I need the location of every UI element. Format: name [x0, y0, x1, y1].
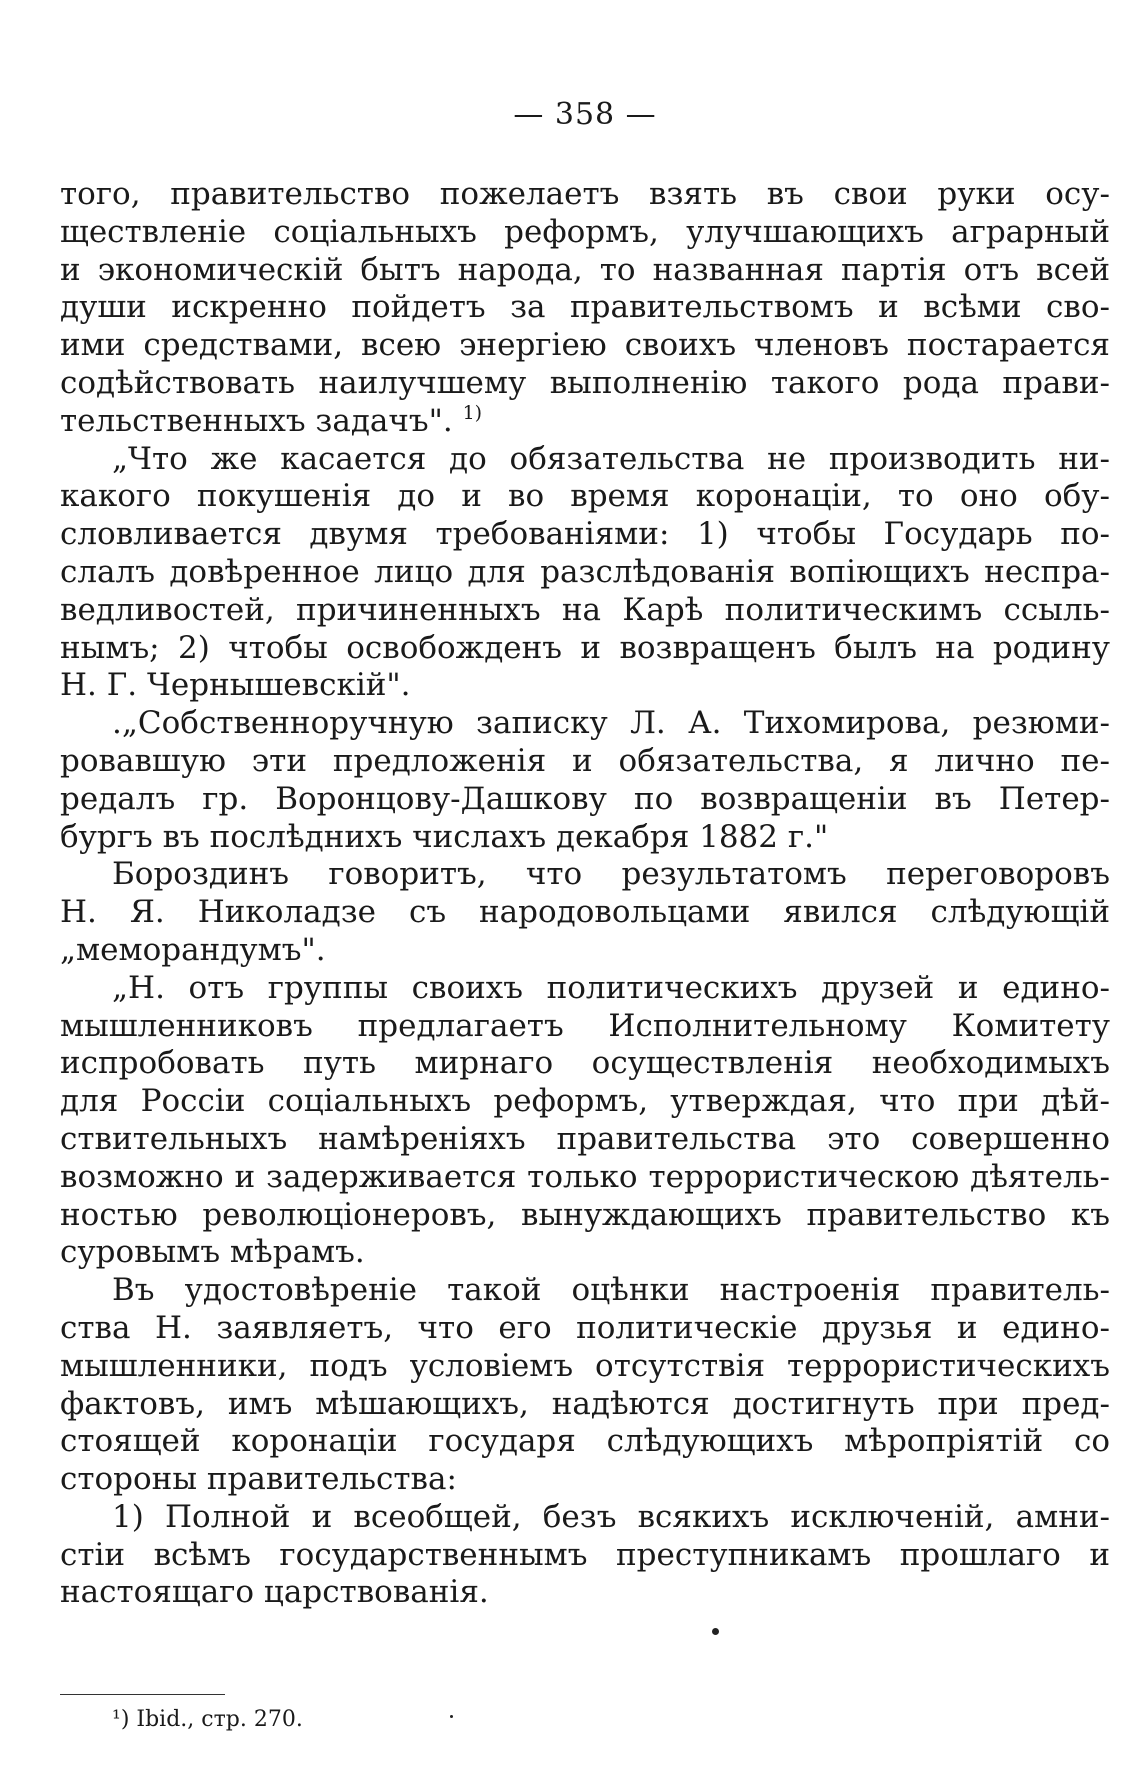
text-line: [60, 781, 1110, 819]
line-text: ства Н. заявляетъ, что его политическіе друзья и едино-: [60, 1309, 1110, 1346]
print-speck: [712, 1628, 719, 1635]
book-page: [60, 0, 1110, 1786]
line-text: испробовать путь мирнаго осуществленія необходимыхъ: [60, 1045, 1110, 1082]
text-line: [60, 592, 1110, 630]
footnote-marker: 1): [462, 402, 483, 424]
footnote: ¹) Ibid., стр. 270.: [112, 1707, 303, 1732]
line-text: „меморандумъ".: [60, 931, 326, 968]
line-text: Въ удостовѣреніе такой оцѣнки настроенія правитель-: [112, 1272, 1110, 1309]
text-line: [60, 1045, 1110, 1083]
line-text: ствительныхъ намѣреніяхъ правительства это совершенно: [60, 1120, 1110, 1157]
text-line: [60, 516, 1110, 554]
text-line: [60, 1310, 1110, 1348]
text-line: [60, 970, 1110, 1008]
line-text: слалъ довѣренное лицо для разслѣдованія вопіющихъ неспра-: [60, 553, 1110, 590]
line-text: того, правительство пожелаетъ взять въ свои руки осу-: [60, 176, 1110, 212]
line-text: ими средствами, всею энергіею своихъ членовъ постарается: [60, 327, 1110, 364]
text-line: [60, 1423, 1110, 1461]
line-text: бургъ въ послѣднихъ числахъ декабря 1882 г.": [60, 818, 829, 855]
line-text: стіи всѣмъ государственнымъ преступникамъ прошлаго и: [60, 1536, 1110, 1573]
line-text: Н. Я. Николадзе съ народовольцами явился слѣдующій: [60, 894, 1110, 931]
text-line: [60, 327, 1110, 365]
line-text: ществленіе соціальныхъ реформъ, улучшающихъ аграрный: [60, 213, 1110, 250]
line-text: фактовъ, имъ мѣшающихъ, надѣются достигнуть при пред-: [60, 1385, 1110, 1422]
line-text: возможно и задерживается только террористическою дѣятель-: [60, 1158, 1110, 1195]
line-text: тельственныхъ задачъ".: [60, 402, 463, 439]
text-line: [60, 705, 1110, 743]
line-text: „Н. отъ группы своихъ политическихъ друзей и едино-: [112, 969, 1110, 1006]
text-line: [60, 667, 1110, 705]
line-text: суровымъ мѣрамъ.: [60, 1234, 365, 1271]
line-text: стоящей коронаціи государя слѣдующихъ мѣропріятій со: [60, 1423, 1110, 1460]
body-text: [60, 176, 1110, 1612]
line-text: ностью революціонеровъ, вынуждающихъ правительство къ: [60, 1196, 1110, 1233]
text-line: [60, 554, 1110, 592]
line-text: редалъ гр. Воронцову-Дашкову по возвращеніи въ Петер-: [60, 780, 1110, 817]
text-line: [60, 1083, 1110, 1121]
line-text: ровавшую эти предложенія и обязательства, я лично пе-: [60, 742, 1110, 779]
text-line: [60, 1159, 1110, 1197]
footnote-divider: [60, 1694, 225, 1695]
text-line: [60, 819, 1110, 857]
line-text: 1) Полной и всеобщей, безъ всякихъ исключеній, амни-: [112, 1498, 1110, 1535]
line-text: мышленниковъ предлагаетъ Исполнительному Комитету: [60, 1007, 1110, 1044]
text-line: [60, 856, 1110, 894]
text-line: [60, 403, 1110, 441]
line-text: нымъ; 2) чтобы освобожденъ и возвращенъ былъ на родину: [60, 629, 1110, 666]
text-line: [60, 1499, 1110, 1537]
line-text: „Что же касается до обязательства не производить ни-: [112, 440, 1110, 477]
line-text: мышленники, подъ условіемъ отсутствія террористическихъ: [60, 1347, 1110, 1384]
text-line: [60, 252, 1110, 290]
text-line: [60, 365, 1110, 403]
text-line: [60, 1272, 1110, 1310]
text-line: [60, 478, 1110, 516]
line-text: ведливостей, причиненныхъ на Карѣ политическимъ ссыль-: [60, 591, 1110, 628]
line-text: Н. Г. Чернышевскій".: [60, 667, 411, 704]
text-line: [60, 1121, 1110, 1159]
line-text: какого покушенія до и во время коронаціи, то оно обу-: [60, 478, 1110, 515]
line-text: содѣйствовать наилучшему выполненію такого рода прави-: [60, 364, 1110, 401]
text-line: [60, 1197, 1110, 1235]
text-line: [60, 1386, 1110, 1424]
print-speck: [450, 1715, 453, 1718]
text-line: [60, 743, 1110, 781]
text-line: [60, 441, 1110, 479]
text-line: [60, 1348, 1110, 1386]
text-line: [60, 176, 1110, 214]
text-line: [60, 1008, 1110, 1046]
line-text: словливается двумя требованіями: 1) чтобы Государь по-: [60, 516, 1110, 553]
text-line: [60, 894, 1110, 932]
line-text: и экономическій бытъ народа, то названная партія отъ всей: [60, 251, 1110, 288]
line-text: для Россіи соціальныхъ реформъ, утверждая, что при дѣй-: [60, 1083, 1110, 1120]
line-text: .„Собственноручную записку Л. А. Тихомирова, резюми-: [112, 705, 1110, 742]
text-line: [60, 1537, 1110, 1575]
text-line: [60, 1574, 1110, 1612]
line-text: настоящаго царствованія.: [60, 1574, 489, 1611]
text-line: [60, 1234, 1110, 1272]
text-line: [60, 630, 1110, 668]
line-text: души искренно пойдетъ за правительствомъ и всѣми сво-: [60, 289, 1110, 326]
text-line: [60, 289, 1110, 327]
line-text: стороны правительства:: [60, 1461, 457, 1498]
text-line: [60, 214, 1110, 252]
page-number: — 358 —: [513, 97, 657, 132]
line-text: Бороздинъ говоритъ, что результатомъ переговоровъ: [112, 856, 1110, 893]
text-line: [60, 1461, 1110, 1499]
text-line: [60, 932, 1110, 970]
